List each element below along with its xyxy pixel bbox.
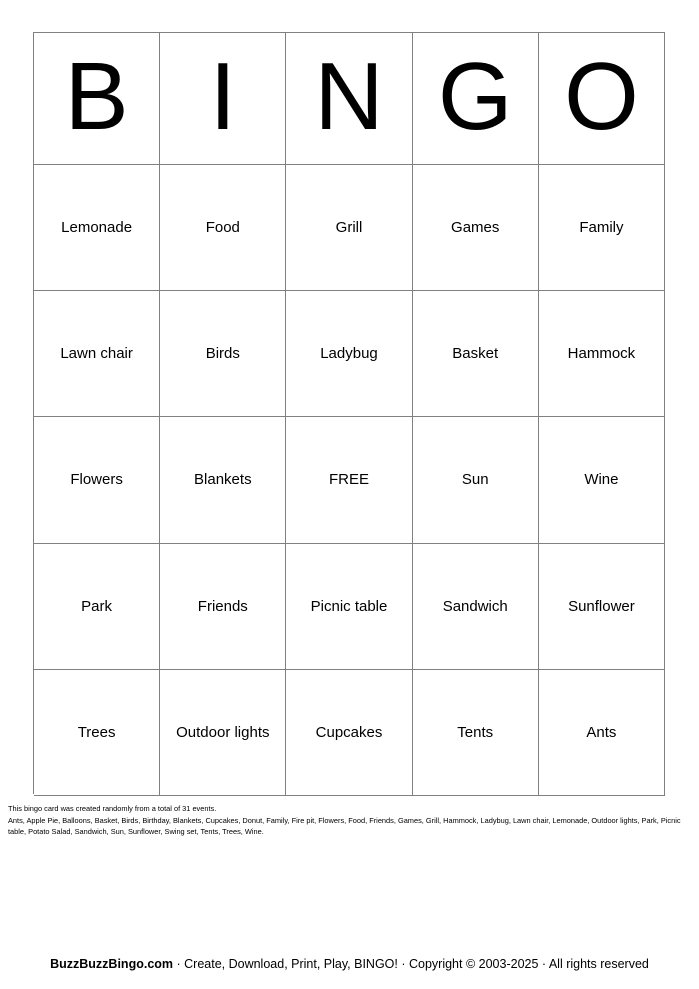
bingo-header-letter-b: B: [64, 42, 129, 150]
bingo-cell-label: Hammock: [567, 345, 636, 363]
bingo-cell-label: Family: [579, 218, 624, 236]
bingo-cell[interactable]: [160, 417, 286, 543]
bingo-row: [34, 544, 665, 670]
bingo-cell-label: Flowers: [70, 471, 123, 489]
footer-brand: BuzzBuzzBingo.com: [50, 957, 174, 971]
bingo-cell[interactable]: [34, 544, 160, 670]
bingo-cell-label: Outdoor lights: [176, 723, 270, 741]
bingo-cell-label: Blankets: [194, 471, 252, 489]
bingo-cell[interactable]: [34, 165, 160, 291]
bingo-cell[interactable]: [160, 670, 286, 796]
card-note-word-list: Ants, Apple Pie, Balloons, Basket, Birds, Birthday, Blankets, Cupcakes, Donut, Family, Fire pit, Flowers, Food, Friends, Games, Grill, Hammock, Ladybug, Lawn chair, Lemonade, Outdoor lights, Park, Picnic table, Potato Salad, Sandwich, Sun, Sunflower, Swing set, Tents, Trees, Wine.: [8, 815, 681, 837]
bingo-row: [34, 165, 665, 291]
bingo-header-cell-n: [286, 33, 412, 165]
bingo-cell[interactable]: [413, 165, 539, 291]
bingo-cell-label: Park: [81, 597, 113, 615]
bingo-card: [33, 32, 665, 794]
bingo-cell[interactable]: [539, 417, 665, 543]
bingo-cell[interactable]: [413, 291, 539, 417]
bingo-row: [34, 291, 665, 417]
bingo-cell-label: Trees: [77, 723, 116, 741]
bingo-cell[interactable]: [286, 670, 412, 796]
bingo-cell[interactable]: [539, 291, 665, 417]
bingo-header-cell-i: [160, 33, 286, 165]
bingo-cell[interactable]: [34, 417, 160, 543]
bingo-cell-label: Birds: [205, 345, 240, 363]
bingo-cell[interactable]: [160, 165, 286, 291]
card-note-summary: This bingo card was created randomly from a total of 31 events.: [8, 804, 217, 813]
bingo-header-letter-i: I: [209, 42, 237, 150]
bingo-row: [34, 417, 665, 543]
bingo-cell-label: Grill: [335, 218, 363, 236]
bingo-cell-label: Sandwich: [442, 597, 508, 615]
bingo-cell[interactable]: [413, 670, 539, 796]
card-note: [8, 803, 691, 838]
bingo-header-row: [34, 33, 665, 165]
footer-copyright: · Create, Download, Print, Play, BINGO! · Copyright © 2003-2025 · All rights reserved: [173, 957, 649, 971]
bingo-cell[interactable]: [286, 544, 412, 670]
bingo-cell[interactable]: [539, 670, 665, 796]
bingo-cell[interactable]: [286, 291, 412, 417]
bingo-header-letter-g: G: [437, 42, 513, 150]
bingo-cell[interactable]: [413, 417, 539, 543]
bingo-cell-label: Lawn chair: [60, 345, 133, 363]
bingo-cell-label: Friends: [197, 597, 248, 615]
bingo-header-cell-b: [34, 33, 160, 165]
bingo-cell-label: Sunflower: [568, 597, 635, 615]
bingo-cell[interactable]: [286, 165, 412, 291]
bingo-cell[interactable]: [160, 544, 286, 670]
bingo-row: [34, 670, 665, 796]
bingo-cell[interactable]: [34, 670, 160, 796]
bingo-cell-label: Ants: [586, 723, 617, 741]
bingo-cell[interactable]: [160, 291, 286, 417]
bingo-cell[interactable]: [34, 291, 160, 417]
bingo-cell[interactable]: [413, 544, 539, 670]
page-footer: [0, 957, 699, 972]
bingo-cell[interactable]: [539, 544, 665, 670]
bingo-cell[interactable]: [539, 165, 665, 291]
bingo-cell-label: Basket: [452, 345, 499, 363]
bingo-cell-label: Picnic table: [310, 597, 388, 615]
bingo-cell-label: Lemonade: [61, 218, 133, 236]
bingo-cell-label: Cupcakes: [315, 723, 383, 741]
bingo-header-letter-o: O: [564, 42, 639, 150]
bingo-cell-label: Food: [205, 218, 240, 236]
bingo-cell-label-free: FREE: [329, 471, 370, 489]
bingo-cell-free[interactable]: [286, 417, 412, 543]
bingo-cell-label: Ladybug: [320, 345, 378, 363]
bingo-cell-label: Wine: [584, 471, 619, 489]
bingo-cell-label: Tents: [457, 723, 494, 741]
bingo-header-cell-o: [539, 33, 665, 165]
bingo-header-cell-g: [413, 33, 539, 165]
bingo-cell-label: Games: [451, 218, 500, 236]
bingo-cell-label: Sun: [461, 471, 489, 489]
bingo-header-letter-n: N: [314, 42, 384, 150]
